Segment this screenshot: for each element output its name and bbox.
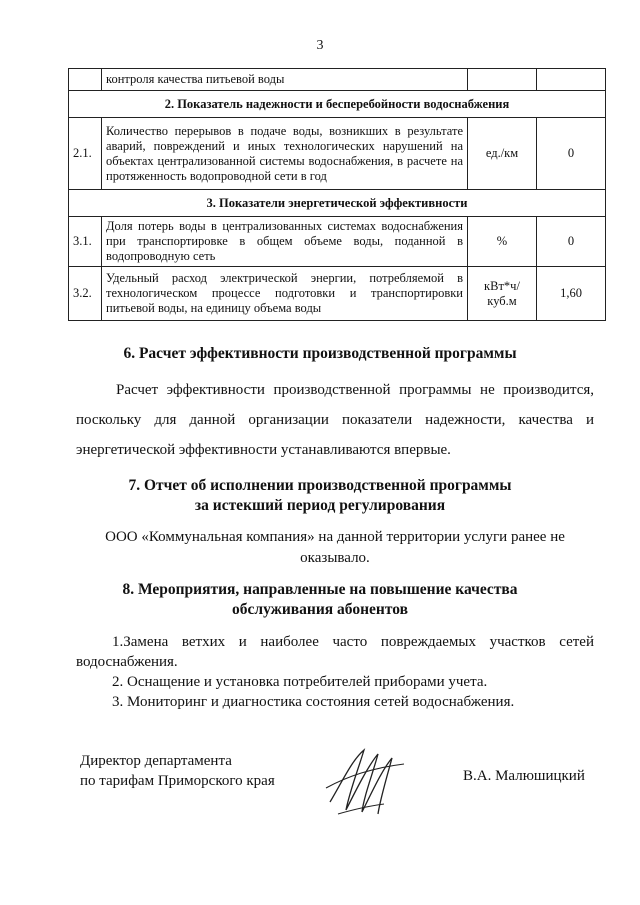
row-value-cell: 0: [537, 118, 606, 190]
table-row: [69, 118, 606, 190]
section-7-text: ООО «Коммунальная компания» на данной территории услуги ранее не оказывало.: [105, 529, 565, 566]
row-description-cell: Доля потерь воды в централизованных системах водоснабжения при транспортировке в общем объеме воды, поданной в водопроводную сеть: [102, 217, 468, 267]
table-row: [69, 267, 606, 321]
table-row: [69, 69, 606, 91]
section-heading-reliability: 2. Показатель надежности и бесперебойности водоснабжения: [69, 91, 606, 118]
signer-position: [80, 751, 275, 791]
section-7-title-line2: за истекший период регулирования: [194, 497, 446, 514]
handwritten-signature: [320, 740, 410, 820]
row-number-cell: 3.1.: [69, 217, 102, 267]
section-8-title-line1: 8. Мероприятия, направленные на повышение качества: [122, 581, 518, 598]
row-unit-cell: ед./км: [468, 118, 537, 190]
signer-position-line1: Директор департамента: [80, 753, 232, 769]
row-number-cell: 3.2.: [69, 267, 102, 321]
section-6-title: 6. Расчет эффективности производственной программы: [123, 345, 517, 362]
section-7-title-line1: 7. Отчет об исполнении производственной программы: [128, 477, 512, 494]
signer-position-line2: по тарифам Приморского края: [80, 773, 275, 789]
row-unit-cell: %: [468, 217, 537, 267]
row-unit-cell: [468, 69, 537, 91]
section-6-text: Расчет эффективности производственной программы не производится, поскольку для данной организации показатели надежности, качества и энергетической эффективности устанавливаются впервые.: [76, 382, 594, 458]
page-number: 3: [316, 38, 324, 53]
row-description-cell: Количество перерывов в подаче воды, возникших в результате аварий, повреждений и иных технологических нарушений на объектах централизованной системы водоснабжения, в расчете на протяженность водопроводной сети в год: [102, 118, 468, 190]
row-value-cell: 1,60: [537, 267, 606, 321]
list-item: 2. Оснащение и установка потребителей приборами учета.: [112, 674, 488, 690]
row-number-cell: 2.1.: [69, 118, 102, 190]
row-unit-cell: кВт*ч/ куб.м: [468, 267, 537, 321]
section-heading-energy: 3. Показатели энергетической эффективности: [69, 190, 606, 217]
list-item: 1.Замена ветхих и наиболее часто повреждаемых участков сетей водоснабжения.: [76, 634, 594, 670]
indicators-table: [68, 68, 606, 321]
row-value-cell: 0: [537, 217, 606, 267]
signer-name: В.А. Малюшицкий: [463, 768, 585, 784]
row-number-cell: [69, 69, 102, 91]
table-section-row: [69, 91, 606, 118]
table-section-row: [69, 190, 606, 217]
table-row: [69, 217, 606, 267]
list-item: 3. Мониторинг и диагностика состояния сетей водоснабжения.: [112, 694, 515, 710]
row-value-cell: [537, 69, 606, 91]
row-description-cell: контроля качества питьевой воды: [102, 69, 468, 91]
row-description-cell: Удельный расход электрической энергии, потребляемой в технологическом процессе подготовки и транспортировки питьевой воды, на единицу объема воды: [102, 267, 468, 321]
measures-list: [76, 632, 594, 712]
section-8-title-line2: обслуживания абонентов: [232, 601, 408, 618]
